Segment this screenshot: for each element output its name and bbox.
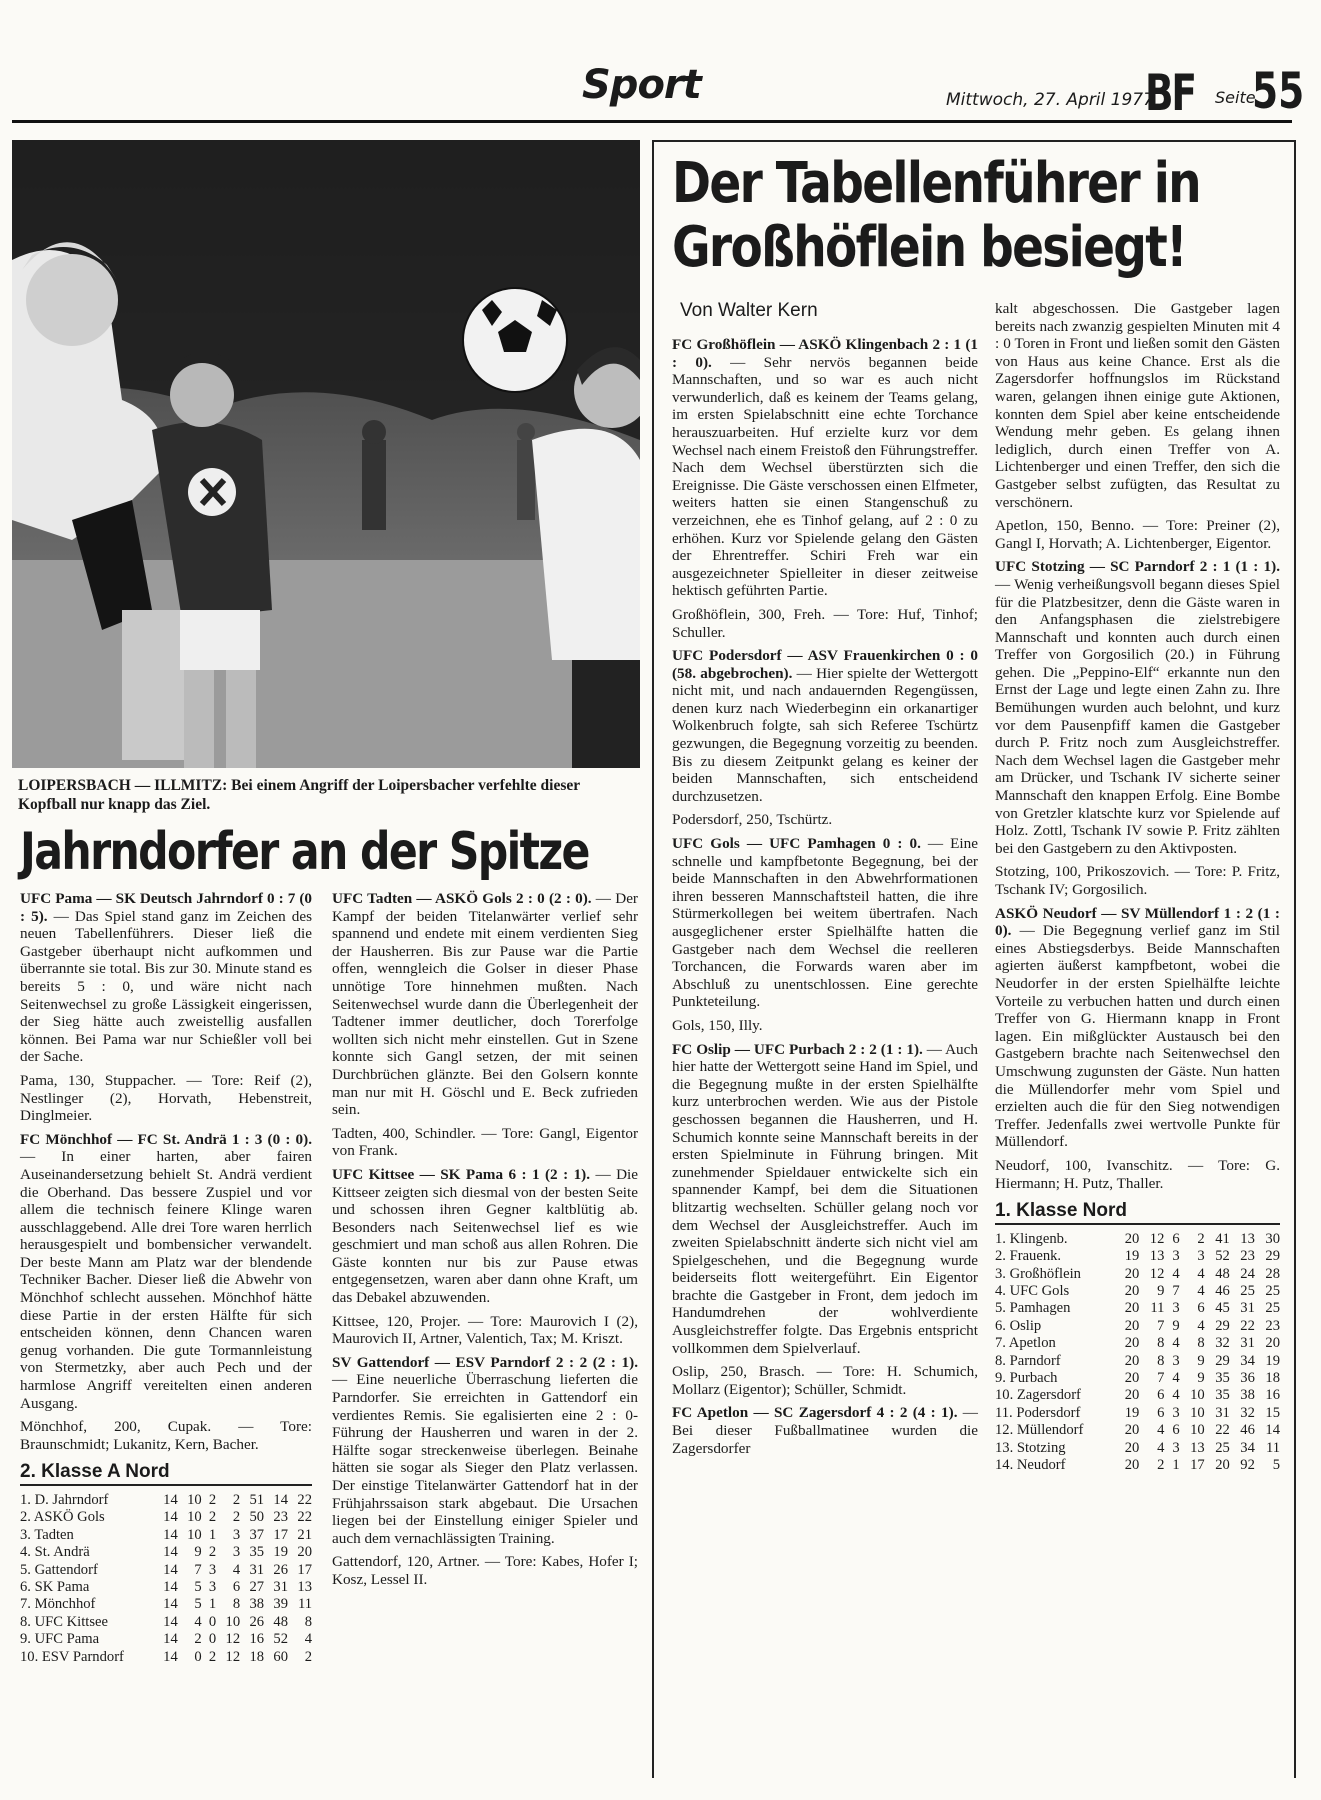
team-name-cell: 14. Neudorf [995, 1456, 1066, 1473]
team-name-cell: 1. D. Jahrndorf [20, 1492, 109, 1508]
stat-cell: 19 [1124, 1248, 1140, 1265]
table-row [20, 1579, 312, 1596]
stat-cell: 27 [249, 1579, 265, 1596]
stat-cell: 20 [1124, 1352, 1140, 1369]
article-info: Apetlon, 150, Benno. — Tore: Preiner (2), Gangl I, Horvath; A. Lichtenberger, Eigentor. [995, 517, 1280, 552]
stat-cell: 4 [1172, 1265, 1180, 1282]
stat-cell: 2 [194, 1631, 202, 1648]
team-name-cell: 3. Großhöflein [995, 1265, 1081, 1282]
stat-cell: 23 [1265, 1317, 1280, 1334]
stat-cell: 31 [249, 1561, 265, 1578]
stat-cell: 13 [1190, 1439, 1205, 1456]
article [332, 890, 638, 1119]
stat-cell: 18 [1265, 1369, 1280, 1386]
stat-cell: 14 [163, 1492, 178, 1508]
stat-cell: 8 [1157, 1335, 1165, 1352]
table-row [995, 1457, 1280, 1474]
stat-cell: 7 [1157, 1369, 1165, 1386]
table-row [20, 1614, 312, 1631]
stat-cell: 31 [273, 1579, 289, 1596]
article-lead: ASKÖ Neudorf — SV Müllendorf 1 : 2 (1 : 0). [995, 904, 1280, 940]
photo-caption-lead: LOIPERSBACH — ILLMITZ: [18, 777, 228, 794]
stat-cell: 20 [1124, 1300, 1140, 1317]
stat-cell: 0 [194, 1648, 202, 1665]
stat-cell: 25 [1215, 1439, 1230, 1456]
article [20, 1131, 312, 1413]
article-body: — Der Kampf der beiden Titelanwärter verlief sehr spannend und endete mit einem verdienten Sieg der Hausherren. Bis zur Pause war die Partie offen, wenngleich die Golser in dieser Phase unnötige Tore hinnehmen mußten. Nach Seitenwechsel wurde dann die Überlegenheit der Tadtener immer deutlicher, doch Torerfolge wollten sich nicht mehr einstellen. Gut in Szene konnte sich Gangl setzen, der mit seinen Durchbrüchen glänzte. Bei den Golsern konnte man nur mit H. Göschl und E. Beck zufrieden sein. [332, 890, 638, 1119]
table-row [995, 1283, 1280, 1300]
stat-cell: 12 [1149, 1230, 1165, 1247]
stat-cell: 60 [273, 1648, 289, 1665]
team-name-cell: 5. Gattendorf [20, 1561, 98, 1578]
stat-cell: 23 [273, 1509, 289, 1526]
stat-cell: 9 [1157, 1282, 1165, 1299]
team-name-cell: 2. ASKÖ Gols [20, 1509, 105, 1526]
table-row [20, 1509, 312, 1526]
stat-cell: 35 [249, 1544, 265, 1561]
stat-cell: 8 [232, 1596, 241, 1613]
article-body: — Eine neuerliche Überraschung lieferten die Parndorfer. Sie erreichten in Gattendorf ein verdientes Remis. Sie egalisierten eine 2 : 0-Führung der Hausherren und waren in der 2. Hälfte sogar streckenweise überlegen. Beinahe hätten sie sogar als Sieger den Platz verlassen. Der einstige Titelanwärter Gattendorf hat in der Frühjahrssaison stark abgebaut. Die Ursachen liegen bei der Einstellung einiger Spieler und auch dem vernachlässigten Training. [332, 1371, 638, 1547]
stat-cell: 20 [297, 1544, 312, 1561]
stat-cell: 34 [1240, 1352, 1255, 1369]
stat-cell: 28 [1265, 1265, 1280, 1282]
stat-cell: 38 [1240, 1387, 1255, 1404]
stat-cell: 4 [1197, 1282, 1205, 1299]
column-divider-right [1294, 140, 1296, 1778]
table-row [995, 1318, 1280, 1335]
stat-cell: 14 [163, 1561, 178, 1578]
stat-cell: 14 [163, 1596, 178, 1613]
stat-cell: 3 [1172, 1352, 1180, 1369]
stat-cell: 10 [1190, 1387, 1205, 1404]
table-row [20, 1544, 312, 1561]
stat-cell: 38 [249, 1596, 265, 1613]
page-number: 55 [1252, 62, 1305, 120]
stat-cell: 48 [1215, 1265, 1230, 1282]
stat-cell: 35 [1215, 1369, 1230, 1386]
stat-cell: 9 [1197, 1369, 1205, 1386]
article-info: Kittsee, 120, Projer. — Tore: Maurovich I (2), Maurovich II, Artner, Valentich, Tax; M. Kriszt. [332, 1312, 638, 1348]
stat-cell: 18 [249, 1648, 265, 1665]
section-title: Sport [582, 62, 701, 108]
team-name-cell: 10. ESV Parndorf [20, 1648, 124, 1665]
team-name-cell: 4. UFC Gols [995, 1282, 1070, 1299]
table-row [995, 1266, 1280, 1283]
stat-cell: 51 [249, 1492, 265, 1508]
article [995, 905, 1280, 1151]
league-table-b [995, 1231, 1280, 1475]
stat-cell: 26 [249, 1613, 265, 1630]
photo-caption [18, 776, 638, 814]
team-name-cell: 7. Mönchhof [20, 1596, 96, 1613]
page-header [12, 48, 1305, 123]
table-title: 2. Klasse A Nord [20, 1463, 312, 1486]
newspaper-logo: BF [1145, 64, 1195, 122]
stat-cell: 7 [194, 1561, 202, 1578]
table-row [995, 1248, 1280, 1265]
stat-cell: 2 [1197, 1230, 1205, 1247]
column-middle [332, 890, 638, 1595]
column-right-2 [995, 300, 1280, 1474]
stat-cell: 4 [1157, 1439, 1165, 1456]
stat-cell: 25 [1265, 1300, 1280, 1317]
stat-cell: 2 [208, 1648, 217, 1665]
article-lead: UFC Gols — UFC Pamhagen 0 : 0. [672, 835, 921, 853]
stat-cell: 9 [1197, 1352, 1205, 1369]
stat-cell: 45 [1215, 1300, 1230, 1317]
league-table-a [20, 1492, 312, 1666]
article [672, 1404, 978, 1457]
stat-cell: 14 [163, 1509, 178, 1526]
stat-cell: 31 [1240, 1335, 1255, 1352]
article-info: Stotzing, 100, Prikoszovich. — Tore: P. Fritz, Tschank IV; Gorgosilich. [995, 863, 1280, 898]
table-row [995, 1440, 1280, 1457]
stat-cell: 12 [225, 1648, 241, 1665]
stat-cell: 31 [1240, 1300, 1255, 1317]
table-row [995, 1405, 1280, 1422]
stat-cell: 32 [1240, 1404, 1255, 1421]
article [20, 890, 312, 1066]
stat-cell: 26 [273, 1561, 289, 1578]
stat-cell: 0 [208, 1631, 217, 1648]
stat-cell: 3 [1172, 1248, 1180, 1265]
table-row [20, 1649, 312, 1666]
stat-cell: 13 [297, 1579, 312, 1596]
article-body: — Die Begegnung verlief ganz im Stil eines Abstiegsderbys. Beide Mannschaften agierten äußerst kampfbetont, wobei die Neudorfer in der ersten Spielhälfte leichte Vorteile zu verbuchen hatten und durch einen Treffer von G. Hiermann knapp in Front lagen. Ein mißglückter Austausch bei den Gastgebern brachte nach Seitenwechsel den Umschwung zugunsten der Gäste. Nun hatten die Müllendorfer mehr vom Spiel und erzielten auch die für den Sieg notwendigen Treffer. Jedenfalls zwei wertvolle Punkte für Müllendorf. [995, 922, 1280, 1151]
article-info: Oslip, 250, Brasch. — Tore: H. Schumich, Mollarz (Eigentor); Schüller, Schmidt. [672, 1363, 978, 1398]
team-name-cell: 6. Oslip [995, 1317, 1042, 1334]
team-name-cell: 1. Klingenb. [995, 1230, 1068, 1247]
stat-cell: 14 [163, 1631, 178, 1648]
stat-cell: 17 [297, 1561, 312, 1578]
team-name-cell: 12. Müllendorf [995, 1422, 1084, 1439]
stat-cell: 46 [1215, 1282, 1230, 1299]
headline-right [672, 151, 1200, 280]
article-info: Neudorf, 100, Ivanschitz. — Tore: G. Hiermann; H. Putz, Thaller. [995, 1156, 1280, 1192]
article [672, 647, 978, 805]
stat-cell: 15 [1265, 1404, 1280, 1421]
stat-cell: 31 [1215, 1404, 1230, 1421]
team-name-cell: 3. Tadten [20, 1526, 74, 1543]
stat-cell: 2 [232, 1509, 241, 1526]
article [672, 835, 978, 1011]
team-name-cell: 11. Podersdorf [995, 1404, 1081, 1421]
headline-right-line2: Großhöflein besiegt! [672, 215, 1186, 280]
stat-cell: 8 [1157, 1352, 1165, 1369]
article [672, 336, 978, 600]
stat-cell: 4 [1172, 1387, 1180, 1404]
stat-cell: 14 [163, 1526, 178, 1543]
team-name-cell: 9. UFC Pama [20, 1631, 100, 1648]
issue-date: Mittwoch, 27. April 1977 [946, 90, 1154, 110]
stat-cell: 25 [1240, 1282, 1255, 1299]
stat-cell: 14 [163, 1579, 178, 1596]
stat-cell: 13 [1240, 1230, 1255, 1247]
stat-cell: 11 [1150, 1300, 1165, 1317]
stat-cell: 12 [1149, 1265, 1165, 1282]
photo-caption-text: Bei einem Angriff der Loipersbacher verfehlte dieser Kopfball nur knapp das Ziel. [18, 777, 580, 813]
stat-cell: 14 [1265, 1422, 1280, 1439]
stat-cell: 20 [1124, 1282, 1140, 1299]
stat-cell: 1 [208, 1596, 217, 1613]
article-info: Pama, 130, Stuppacher. — Tore: Reif (2), Nestlinger (2), Horvath, Hebenstreit, Dinglmeier. [20, 1071, 312, 1125]
article-lead: UFC Stotzing — SC Parndorf 2 : 1 (1 : 1). [995, 558, 1280, 576]
article-body: — Die Kittseer zeigten sich diesmal von der besten Seite und schossen ihren Gegner kaltblütig ab. Besonders nach Seitenwechsel lief es wie geschmiert und man schoß aus allen Rohren. Die Gäste konnten nur bis zur Pause etwas entgegensetzen, waren aber dann ohne Kraft, um das Debakel abzuwenden. [332, 1165, 638, 1307]
article-lead: FC Mönchhof — FC St. Andrä 1 : 3 (0 : 0). [20, 1130, 312, 1148]
stat-cell: 17 [1190, 1456, 1205, 1473]
stat-cell: 20 [1124, 1387, 1140, 1404]
page-label: Seite [1215, 88, 1256, 107]
article-info: Großhöflein, 300, Freh. — Tore: Huf, Tinhof; Schuller. [672, 605, 978, 641]
article-info: Mönchhof, 200, Cupak. — Tore: Braunschmidt; Lukanitz, Kern, Bacher. [20, 1418, 312, 1453]
stat-cell: 0 [208, 1613, 217, 1630]
stat-cell: 10 [1190, 1404, 1205, 1421]
stat-cell: 6 [1157, 1387, 1165, 1404]
table-row [20, 1596, 312, 1613]
stat-cell: 52 [273, 1631, 289, 1648]
article-body: — Wenig verheißungsvoll begann dieses Spiel für die Platzbesitzer, denn die Gäste waren in den Anfangsphasen die zielstrebigere Mannschaft und konnten auch durch einen Treffer von Gorgosilich (20.) in Führung gehen. Die „Peppino-Elf“ erkannte nun den Ernst der Lage und legte einen Zahn zu. Ihre Bemühungen wurden auch belohnt, und kurz vor dem Pausenpfiff kamen die Gastgeber durch P. Fritz noch zum Ausgleichstreffer. Nach dem Wechsel lagen die Gastgeber mehr am Drücker, und Tschank IV sicherte seiner Mannschaft den knappen Erfolg. Eine Bombe von Gretzler klatschte kurz vor Spielende auf Holz. Zottl, Tschank IV sowie P. Fritz zählten bei den Gastgebern zu den Aktivposten. [995, 575, 1280, 857]
stat-cell: 92 [1240, 1456, 1255, 1473]
stat-cell: 48 [273, 1613, 289, 1630]
stat-cell: 5 [194, 1579, 202, 1596]
stat-cell: 9 [194, 1544, 202, 1561]
stat-cell: 3 [1172, 1404, 1180, 1421]
stat-cell: 30 [1265, 1230, 1280, 1247]
article-body: — In einer harten, aber fairen Auseinandersetzung behielt St. Andrä verdient die Oberhand. Das bessere Zuspiel und vor allem die technisch feinere Klinge waren ausschlaggebend. Alle drei Tore waren herrlich herausgespielt und bombensicher verwandelt. Der beste Mann am Platz war der blendende Techniker Bacher. Dieser ließ die Abwehr von Mönchhof schlecht aussehen. Mönchhof hätte diese Partie in der ersten Hälfte für sich entscheiden können, denn Chancen waren genug vorhanden. Die gute Tormannleistung von Stermetzky, aber auch Pech und der harmlose Angriff vereitelten einen anderen Ausgang. [20, 1148, 312, 1412]
stat-cell: 10 [187, 1526, 202, 1543]
stat-cell: 5 [1272, 1456, 1280, 1473]
article [995, 300, 1280, 511]
table-row [995, 1387, 1280, 1404]
box-top-rule [652, 140, 1296, 142]
table-row [20, 1527, 312, 1544]
team-name-cell: 7. Apetlon [995, 1335, 1056, 1352]
stat-cell: 12 [225, 1631, 241, 1648]
article-lead: SV Gattendorf — ESV Parndorf 2 : 2 (2 : 1). [332, 1353, 638, 1371]
stat-cell: 2 [208, 1492, 217, 1508]
stat-cell: 11 [1265, 1439, 1280, 1456]
stat-cell: 19 [1124, 1404, 1140, 1421]
stat-cell: 20 [1215, 1456, 1230, 1473]
stat-cell: 41 [1215, 1230, 1230, 1247]
table-row [995, 1300, 1280, 1317]
article [672, 1041, 978, 1358]
stat-cell: 4 [304, 1631, 312, 1648]
stat-cell: 4 [1172, 1335, 1180, 1352]
stat-cell: 3 [1197, 1248, 1205, 1265]
stat-cell: 2 [232, 1492, 241, 1508]
stat-cell: 7 [1172, 1282, 1180, 1299]
column-right-1 [672, 336, 978, 1463]
stat-cell: 13 [1149, 1248, 1165, 1265]
stat-cell: 14 [273, 1492, 289, 1508]
stat-cell: 29 [1215, 1317, 1230, 1334]
stat-cell: 22 [297, 1509, 312, 1526]
article-body: — Auch hier hatte der Wettergott seine Hand im Spiel, und die Begegnung mußte in der ersten Spielhälfte kurz unterbrochen werden. Wie aus der Pistole geschossen begannen die Hausherren, und H. Schumich konnte seine Mannschaft bereits in der ersten Spielminute in Führung bringen. Mit zunehmender Spieldauer entwickelte sich ein spannender Kampf, bei dem die Situationen blitzartig wechselten. Schüller gelang noch vor dem Wechsel der Ausgleichstreffer. Auch im zweiten Spielabschnitt änderte sich nicht viel am Spielgeschehen, und die Begegnung wurde beiderseits flott weitergeführt. Ein Eigentor brachte die Gastgeber in Front, dem jedoch im Handumdrehen der wohlverdiente Ausgleichstreffer folgte. Das Ergebnis entspricht vollkommen dem Spielverlauf. [672, 1040, 978, 1357]
article-lead: UFC Tadten — ASKÖ Gols 2 : 0 (2 : 0). [332, 890, 592, 907]
stat-cell: 22 [1240, 1317, 1255, 1334]
stat-cell: 20 [1124, 1335, 1140, 1352]
stat-cell: 3 [208, 1561, 217, 1578]
stat-cell: 20 [1124, 1369, 1140, 1386]
stat-cell: 22 [1215, 1422, 1230, 1439]
table-row [995, 1231, 1280, 1248]
article-lead: FC Oslip — UFC Purbach 2 : 2 (1 : 1). [672, 1040, 923, 1058]
team-name-cell: 9. Purbach [995, 1369, 1058, 1386]
table-row [995, 1422, 1280, 1439]
stat-cell: 29 [1265, 1248, 1280, 1265]
stat-cell: 50 [249, 1509, 265, 1526]
article [995, 558, 1280, 857]
table-row [995, 1353, 1280, 1370]
article [332, 1166, 638, 1307]
article-body: — Eine schnelle und kampfbetonte Begegnung, bei der beide Mannschaften in den Abwehrformationen ihren besseren Mannschaftsteil hatten, die ihre Stürmerkollegen bei weitem übertrafen. Nach ausgeglichener erster Spielhälfte hatten die Gastgeber nach dem Wechsel die reelleren Torchancen, die Forwards waren aber im Abschluß zu unentschlossen. Eine gerechte Punkteteilung. [672, 835, 978, 1011]
stat-cell: 6 [1197, 1300, 1205, 1317]
stat-cell: 20 [1124, 1230, 1140, 1247]
column-divider [652, 140, 654, 1778]
stat-cell: 14 [163, 1613, 178, 1630]
team-name-cell: 8. UFC Kittsee [20, 1613, 108, 1630]
stat-cell: 20 [1124, 1317, 1140, 1334]
article-lead: UFC Pama — SK Deutsch Jahrndorf 0 : 7 (0 : 5). [20, 890, 312, 925]
table-row [20, 1492, 312, 1509]
stat-cell: 4 [232, 1561, 241, 1578]
article-info: Podersdorf, 250, Tschürtz. [672, 811, 833, 829]
stat-cell: 3 [232, 1526, 241, 1543]
stat-cell: 39 [273, 1596, 289, 1613]
column-left [20, 890, 312, 1666]
team-name-cell: 8. Parndorf [995, 1352, 1061, 1369]
stat-cell: 3 [232, 1544, 241, 1561]
stat-cell: 29 [1215, 1352, 1230, 1369]
stat-cell: 46 [1240, 1422, 1255, 1439]
stat-cell: 52 [1215, 1248, 1230, 1265]
stat-cell: 20 [1265, 1335, 1280, 1352]
stat-cell: 19 [1265, 1352, 1280, 1369]
stat-cell: 25 [1265, 1282, 1280, 1299]
stat-cell: 35 [1215, 1387, 1230, 1404]
stat-cell: 6 [232, 1579, 241, 1596]
stat-cell: 20 [1124, 1439, 1140, 1456]
article-info: Gattendorf, 120, Artner. — Tore: Kabes, Hofer I; Kosz, Lessel II. [332, 1553, 638, 1588]
stat-cell: 16 [249, 1631, 265, 1648]
stat-cell: 5 [194, 1596, 202, 1613]
article-body: — Bei dieser Fußballmatinee wurden die Zagersdorfer [672, 1404, 978, 1457]
stat-cell: 11 [297, 1596, 312, 1613]
team-name-cell: 2. Frauenk. [995, 1248, 1062, 1265]
team-name-cell: 10. Zagersdorf [995, 1387, 1081, 1404]
stat-cell: 4 [1172, 1369, 1180, 1386]
stat-cell: 2 [1157, 1456, 1165, 1473]
stat-cell: 19 [273, 1544, 289, 1561]
stat-cell: 24 [1240, 1265, 1255, 1282]
article-body: — Sehr nervös begannen beide Mannschaften, und so war es auch nicht verwunderlich, daß es keinem der Teams gelang, im ersten Spielabschnitt eine echte Torchance herauszuarbeiten. Huf erzielte kurz vor dem Wechsel nach einem Freistoß den Führungstreffer. Nach dem Wechsel überstürzten sich die Ereignisse. Die Gäste verschossen einen Elfmeter, weiters hatten sie einen Stangenschuß zu verzeichnen, ehe es Tinhof gelang, auf 2 : 0 zu erhöhen. Kurz vor Spielende gelang den Gästen der Ehrentreffer. Schiri Freh war ein ausgezeichneter Spielleiter in dieser zeitweise hektisch geführten Partie. [672, 353, 978, 600]
stat-cell: 36 [1240, 1369, 1255, 1386]
article-body: kalt abgeschossen. Die Gastgeber lagen bereits nach zwanzig gespielten Minuten mit 4 : 0 Toren in Front und ließen somit den Gästen von Haus aus keine Chance. Erst als die Zagersdorfer hoffnungslos im Rückstand waren, gelangen ihnen einige gute Aktionen, konnten dem Spiel aber keine entscheidende Wendung mehr geben. Es gelang ihnen lediglich, durch einen Treffer von A. Lichtenberger und einen Treffer, den sich die Gastgeber selbst zufügten, das Resultat zu verschönern. [995, 300, 1280, 511]
byline: Von Walter Kern [680, 300, 818, 321]
stat-cell: 3 [1172, 1300, 1180, 1317]
article-lead: UFC Podersdorf — ASV Frauenkirchen 0 : 0 (58. abgebrochen). [672, 647, 978, 682]
stat-cell: 10 [225, 1613, 241, 1630]
stat-cell: 3 [208, 1579, 217, 1596]
stat-cell: 37 [249, 1526, 265, 1543]
stat-cell: 1 [1172, 1456, 1180, 1473]
stat-cell: 4 [194, 1613, 202, 1630]
stat-cell: 2 [304, 1648, 312, 1665]
stat-cell: 7 [1157, 1317, 1165, 1334]
article-info: Tadten, 400, Schindler. — Tore: Gangl, Eigentor von Frank. [332, 1124, 638, 1160]
stat-cell: 10 [187, 1492, 202, 1508]
stat-cell: 20 [1124, 1265, 1140, 1282]
stat-cell: 16 [1265, 1387, 1280, 1404]
stat-cell: 17 [273, 1526, 289, 1543]
article-lead: FC Apetlon — SC Zagersdorf 4 : 2 (4 : 1). [672, 1404, 958, 1422]
table-row [20, 1631, 312, 1648]
headline-left: Jahrndorfer an der Spitze [20, 822, 589, 882]
stat-cell: 34 [1240, 1439, 1255, 1456]
table-row [995, 1335, 1280, 1352]
stat-cell: 8 [304, 1613, 312, 1630]
stat-cell: 21 [297, 1526, 312, 1543]
article-body: — Hier spielte der Wettergott nicht mit, und nach andauernden Regengüssen, denen kurz nach Wiederbeginn ein orkanartiger Wolkenbruch folgte, sah sich Referee Tschürtz gezwungen, die Begegnung vorzeitig zu beenden. Bis zu diesem Zeitpunkt gelang es keiner der beiden Mannschaften, sich entscheidend durchzusetzen. [672, 664, 979, 805]
team-name-cell: 4. St. Andrä [20, 1544, 90, 1561]
stat-cell: 14 [163, 1544, 178, 1561]
stat-cell: 9 [1172, 1317, 1180, 1334]
stat-cell: 3 [1172, 1439, 1180, 1456]
stat-cell: 10 [187, 1509, 202, 1526]
match-photo [12, 140, 640, 768]
stat-cell: 4 [1197, 1317, 1205, 1334]
stat-cell: 14 [163, 1648, 178, 1665]
team-name-cell: 5. Pamhagen [995, 1300, 1071, 1317]
stat-cell: 8 [1197, 1335, 1205, 1352]
stat-cell: 10 [1190, 1422, 1205, 1439]
headline-right-line1: Der Tabellenführer in [672, 151, 1200, 216]
article-lead: FC Großhöflein — ASKÖ Klingenbach 2 : 1 (1 : 0). [672, 336, 978, 371]
stat-cell: 20 [1124, 1422, 1140, 1439]
stat-cell: 20 [1124, 1456, 1140, 1473]
stat-cell: 1 [208, 1526, 217, 1543]
stat-cell: 22 [297, 1492, 312, 1508]
article-info: Gols, 150, Illy. [672, 1016, 763, 1034]
article-body: — Das Spiel stand ganz im Zeichen des neuen Tabellenführers. Dieser ließ die Gastgeber überhaupt nicht aufkommen und überrannte sie total. Bis zur 30. Minute stand es bereits 5 : 0, und wäre nicht nach Seitenwechsel zu große Lässigkeit eingerissen, der Sieg hätte auch zweistellig ausfallen können. Bei Pama war nur Schießler voll bei der Sache. [20, 907, 312, 1066]
stat-cell: 6 [1172, 1422, 1180, 1439]
stat-cell: 6 [1172, 1230, 1180, 1247]
stat-cell: 32 [1215, 1335, 1230, 1352]
table-row [20, 1562, 312, 1579]
team-name-cell: 6. SK Pama [20, 1579, 90, 1596]
stat-cell: 2 [208, 1544, 217, 1561]
article [332, 1354, 638, 1548]
article-lead: UFC Kittsee — SK Pama 6 : 1 (2 : 1). [332, 1165, 591, 1183]
table-title: 1. Klasse Nord [995, 1202, 1280, 1225]
stat-cell: 23 [1240, 1248, 1255, 1265]
stat-cell: 2 [208, 1509, 217, 1526]
table-row [995, 1370, 1280, 1387]
stat-cell: 6 [1157, 1404, 1165, 1421]
team-name-cell: 13. Stotzing [995, 1439, 1066, 1456]
stat-cell: 4 [1157, 1422, 1165, 1439]
stat-cell: 4 [1197, 1265, 1205, 1282]
